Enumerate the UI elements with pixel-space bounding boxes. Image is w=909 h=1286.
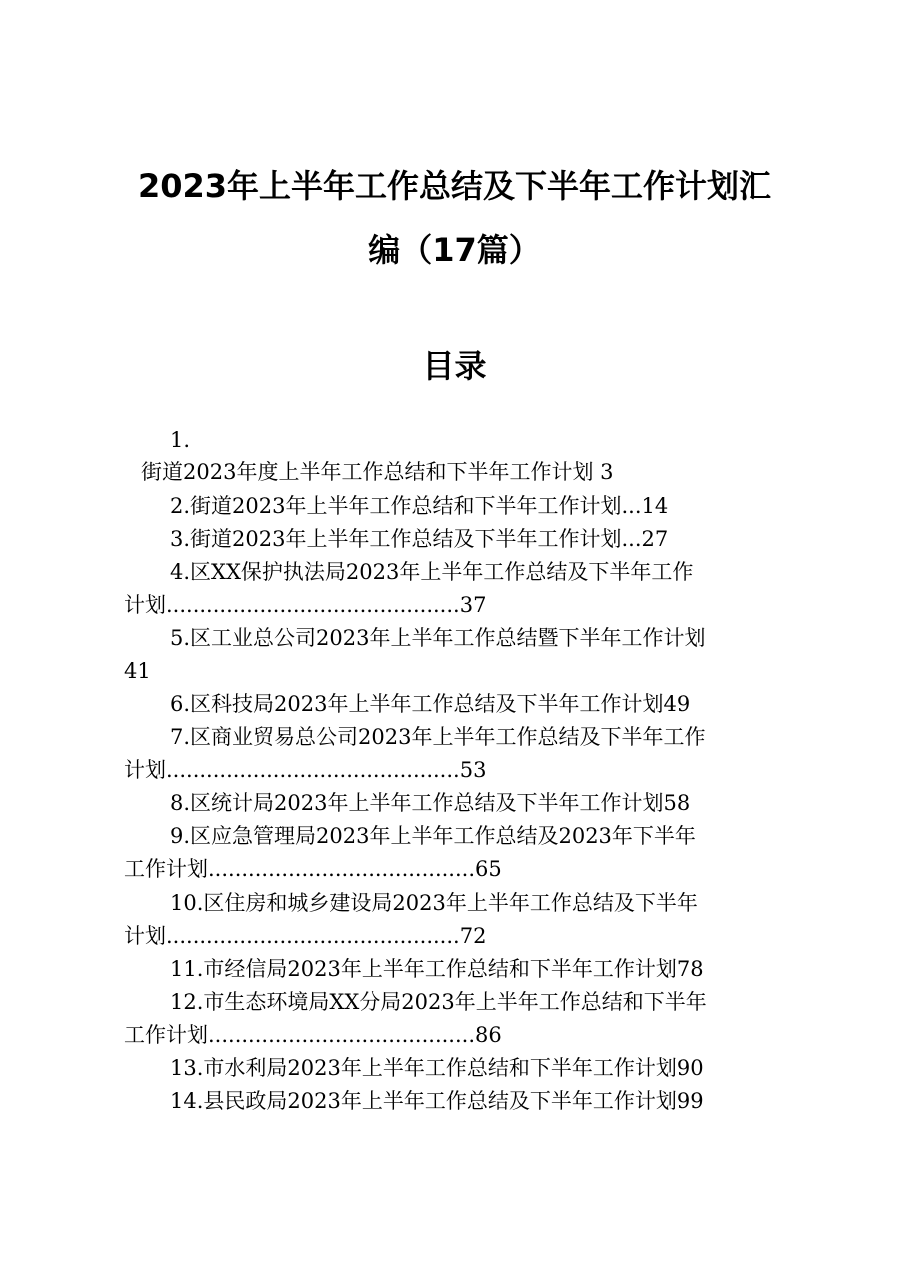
toc-heading: 目录 — [422, 347, 487, 385]
toc-line: 街道2023年度上半年工作总结和下半年工作计划 3 — [141, 460, 614, 484]
toc-line: 工作计划........................................65 — [124, 857, 502, 881]
document-title-line-2: 编（17篇） — [368, 231, 541, 269]
toc-line: 计划............................................72 — [124, 924, 487, 948]
toc-line: 13.市水利局2023年上半年工作总结和下半年工作计划90 — [170, 1056, 704, 1080]
toc-line: 14.县民政局2023年上半年工作总结及下半年工作计划99 — [170, 1089, 704, 1113]
toc-line: 1. — [170, 428, 191, 452]
toc-line: 4.区XX保护执法局2023年上半年工作总结及下半年工作 — [170, 560, 694, 584]
toc-line: 计划............................................37 — [124, 593, 487, 617]
toc-line: 3.街道2023年上半年工作总结及下半年工作计划...27 — [170, 527, 669, 551]
toc-line: 2.街道2023年上半年工作总结和下半年工作计划...14 — [170, 494, 669, 518]
toc-line: 6.区科技局2023年上半年工作总结及下半年工作计划49 — [170, 692, 691, 716]
toc-line: 工作计划........................................86 — [124, 1023, 502, 1047]
toc-line: 9.区应急管理局2023年上半年工作总结及2023年下半年 — [170, 824, 696, 848]
document-title-line-1: 2023年上半年工作总结及下半年工作计划汇 — [137, 167, 772, 205]
toc-line: 计划............................................53 — [124, 758, 487, 782]
toc-line: 41 — [124, 659, 151, 683]
toc-line: 12.市生态环境局XX分局2023年上半年工作总结和下半年 — [170, 990, 707, 1014]
toc-line: 7.区商业贸易总公司2023年上半年工作总结及下半年工作 — [170, 725, 706, 749]
toc-line: 10.区住房和城乡建设局2023年上半年工作总结及下半年 — [170, 891, 698, 915]
toc-line: 8.区统计局2023年上半年工作总结及下半年工作计划58 — [170, 791, 691, 815]
toc-line: 11.市经信局2023年上半年工作总结和下半年工作计划78 — [170, 957, 704, 981]
toc-line: 5.区工业总公司2023年上半年工作总结暨下半年工作计划 — [170, 626, 706, 650]
